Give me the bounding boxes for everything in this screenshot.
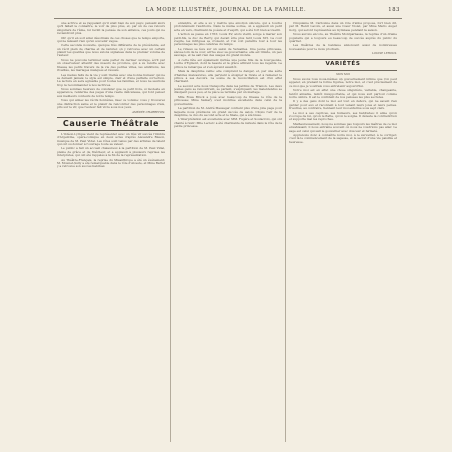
paragraph: Le public a fait un accueil chaleureux à la partition de M. Paul Vidal, pleine de grâce et de fraîcheur, et a applaudi à plusieurs reprises les interprètes, qui ont été rappelés à la fin de la représentation.	[57, 146, 165, 158]
paragraph: A cette fête est également invitée une jeune fille de la bourgeoisie, Lucile d'Egmont, dont la beauté et la grâce attirent tous les regards. Le prince la remarque et s'en éprend aussitôt.	[174, 58, 282, 69]
author-signature: AMÉDÉE CHARRETON.	[132, 109, 165, 114]
paragraph: Les théâtres de la banlieue annoncent aussi de nombreuses nouveautés pour le mois prochain.	[289, 43, 397, 51]
paragraph: Malheureusement, nous ne sommes pas toujours les maîtres de ce moi envahissant; il nous entraîne souvent où nous ne voudrions pas aller. Le sage est celui qui sait le gouverner avec douceur et fermeté.	[289, 121, 397, 133]
paragraph: Cinquième M. Carbonne dans un rôle d'abbé proposé, fort bien dit, par M. Henri Lavoix, et aussi une Cœur Violet, par Mme Mario Auger Gorg, qui seront représentés au Gymnase pendant la saison.	[289, 22, 397, 32]
paragraph: Mlle Rosa Bruck a joué avec beaucoup de finesse le rôle de la princesse; Mme Samary s'est montrée excellente dans celui de la gouvernante.	[174, 95, 282, 106]
journal-title: LA MODE ILLUSTRÉE, JOURNAL DE LA FAMILLE.	[145, 7, 307, 13]
section-subtitle: MON MOI	[336, 72, 350, 76]
page-number: 183	[388, 7, 400, 13]
paragraph: L'action se passe en 1763; Louis XV, alors vieilli, songe à marier son petit-fils, le duc de Berry, qui devait être plus tard Louis XVI. La cour s'agite, les intrigues se croisent, et l'on voit paraître tour à tour les personnages les plus célèbres du temps.	[174, 32, 282, 47]
column-2	[174, 22, 282, 442]
paragraph: L'Odéon-Lyrique vient de représenter avec un très vif succès l'Ombre d'Argentine, opéra-comique en deux actes d'après Alexandre Bisson, musique de M. Paul Vidal. Les rôles sont tenus par des artistes de talent qui ont su donner à l'ouvrage toute sa valeur.	[57, 131, 165, 146]
author-signature: LOUISE LEROUX.	[372, 51, 397, 56]
column-divider	[170, 22, 171, 442]
paragraph: Mais la dauphine veille: elle comprend le danger, et, par une série d'habiles manœuvres, elle parvient à éloigner la rivale et à ramener le prince à ses devoirs. La scène de la réconciliation est d'un effet charmant.	[174, 69, 282, 84]
paragraph: Cette seconde nouvelle, quoique très différente de la précédente, est un récit plein de charme et de naturel; on y retrouve avec un certain plaisir les qualités que nous avions signalées dans le premier volume de l'auteur.	[57, 43, 165, 58]
paragraph: La partition de M. André Messager contient plus d'une jolie page pour laquelle nous prédisons un grand succès de salon. Citons l'air de la dauphine, le duo du second acte et le finale, qui a été bissé.	[174, 106, 282, 117]
section-title-causerie: Causerie Théâtrale	[57, 117, 165, 131]
paragraph: Oh! qu'il en soit ainsi désormais de ces choses que le temps emporte, qui ne laissent rien qu'un souvenir vague.	[57, 35, 165, 43]
paragraph: Nous aurons encore, au Théâtre Montparnasse, la reprise d'un drame populaire qui a toujours eu beaucoup de succès auprès du public du quartier.	[289, 32, 397, 43]
paragraph: Le rideau se lève sur un salon de Versailles. Une jeune princesse, élevée loin de la cour, arrive avec sa gouvernante; elle est timide, un peu sauvage, et ne sait rien des usages du grand monde.	[174, 46, 282, 58]
paragraph: Vous qui aimez les récits honnêtes, lisez ce volume: vous y trouverez une distraction saine et le plaisir de rencontrer des personnages vrais, pris sur le vif, que l'auteur fait vivre sous nos yeux.	[57, 98, 165, 110]
page-header	[0, 6, 452, 16]
section-title-varietes: VARIÉTÉS	[289, 59, 397, 71]
paragraph: Nous avons tous nous-mêmes un gouvernement intime que l'on peut appeler, en prenant la forme figurée, notre moi, et c'est précisément de ce moi que je voudrais vous entretenir aujourd'hui.	[289, 77, 397, 88]
paragraph: Nous sommes heureux de constater que ce petit livre, si modeste en apparence, renferme des pages d'une réelle délicatesse, qui font penser aux meilleurs conteurs de notre temps.	[57, 87, 165, 98]
header-rule	[54, 18, 402, 19]
paragraph: une actrice et se rappelant qu'il était bien de son pays; pensant alors qu'il fallait le connaître, le voir de plus près, et, par un de ces retours singuliers de l'âme, lui revint la pensée de son enfance, ces jours qui ne reviendront plus.	[57, 22, 165, 36]
paragraph: Notre moi est en effet une chose singulière, variable, changeante, tantôt aimable, tantôt insupportable, et qui nous suit partout comme notre ombre. Il est le confident de nos pensées les plus secrètes.	[289, 88, 397, 99]
paragraph: Les menus faits de la vie y sont traités avec une bonne humeur qui ne se dément jamais; le style est simple, clair et d'une parfaite correction. La lecture en sera agréable pour toutes les familles, et nous ne saurions trop la recommander à nos lectrices.	[57, 72, 165, 87]
paragraph: Il y a des gens dont le moi est tout en dehors, qui ne savent rien garder pour eux et racontent à tout venant leurs joies et leurs peines. D'autres, au contraire, tiennent leur moi enfermé sous sept clefs.	[289, 99, 397, 111]
paragraph: Apprenons donc à connaître notre moi, à le surveiller, à le corriger; c'est là le commencement de la sagesse, et le secret d'une vie paisible et heureuse.	[289, 133, 397, 144]
paragraph: Au Théâtre-Français, la reprise du Misanthrope a été un événement; M. Mounet-Sully a été remarquable dans le rôle d'Alceste, et Mme Bartet y a retrouvé son succès habituel.	[57, 157, 165, 169]
paragraph: entendre, et elle a su y mettre une émotion sincère, qui a touché profondément l'auditoire. Dans la même soirée, on a applaudi un petit acte en vers, charmant de poésie et d'esprit, qui a été fort bien accueilli.	[174, 22, 282, 32]
column-1	[57, 22, 165, 442]
paragraph: Le moi a ses caprices, ses humeurs, ses habitudes; il aime qu'on s'occupe de lui, qu'on le flatte, qu'on le soigne. Il déteste la contradiction et supporte mal les reproches.	[289, 110, 397, 122]
paragraph: L'interprétation est excellente avec MM. Fugère et Soulacroix, qui ont chanté à ravir; Mlle Leclerc a été charmante de naïveté dans le rôle de la petite princesse.	[174, 117, 282, 129]
paragraph: Nous ne pouvons terminer sans parler du dernier ouvrage, écrit par un observateur attentif des mœurs de province, qui a su rendre avec finesse les petits travers de la vie des petites villes, les ambitions, les rivalités, les mariages manqués et réussis.	[57, 58, 165, 73]
paragraph: Le second acte nous transporte dans les jardins de Trianon. Les deux jeunes gens se rencontrent, se parlent, s'expliquent; les malentendus se dissipent peu à peu, et la pièce se termine par un mariage.	[174, 83, 282, 95]
column-3	[289, 22, 397, 442]
column-divider	[285, 22, 286, 442]
